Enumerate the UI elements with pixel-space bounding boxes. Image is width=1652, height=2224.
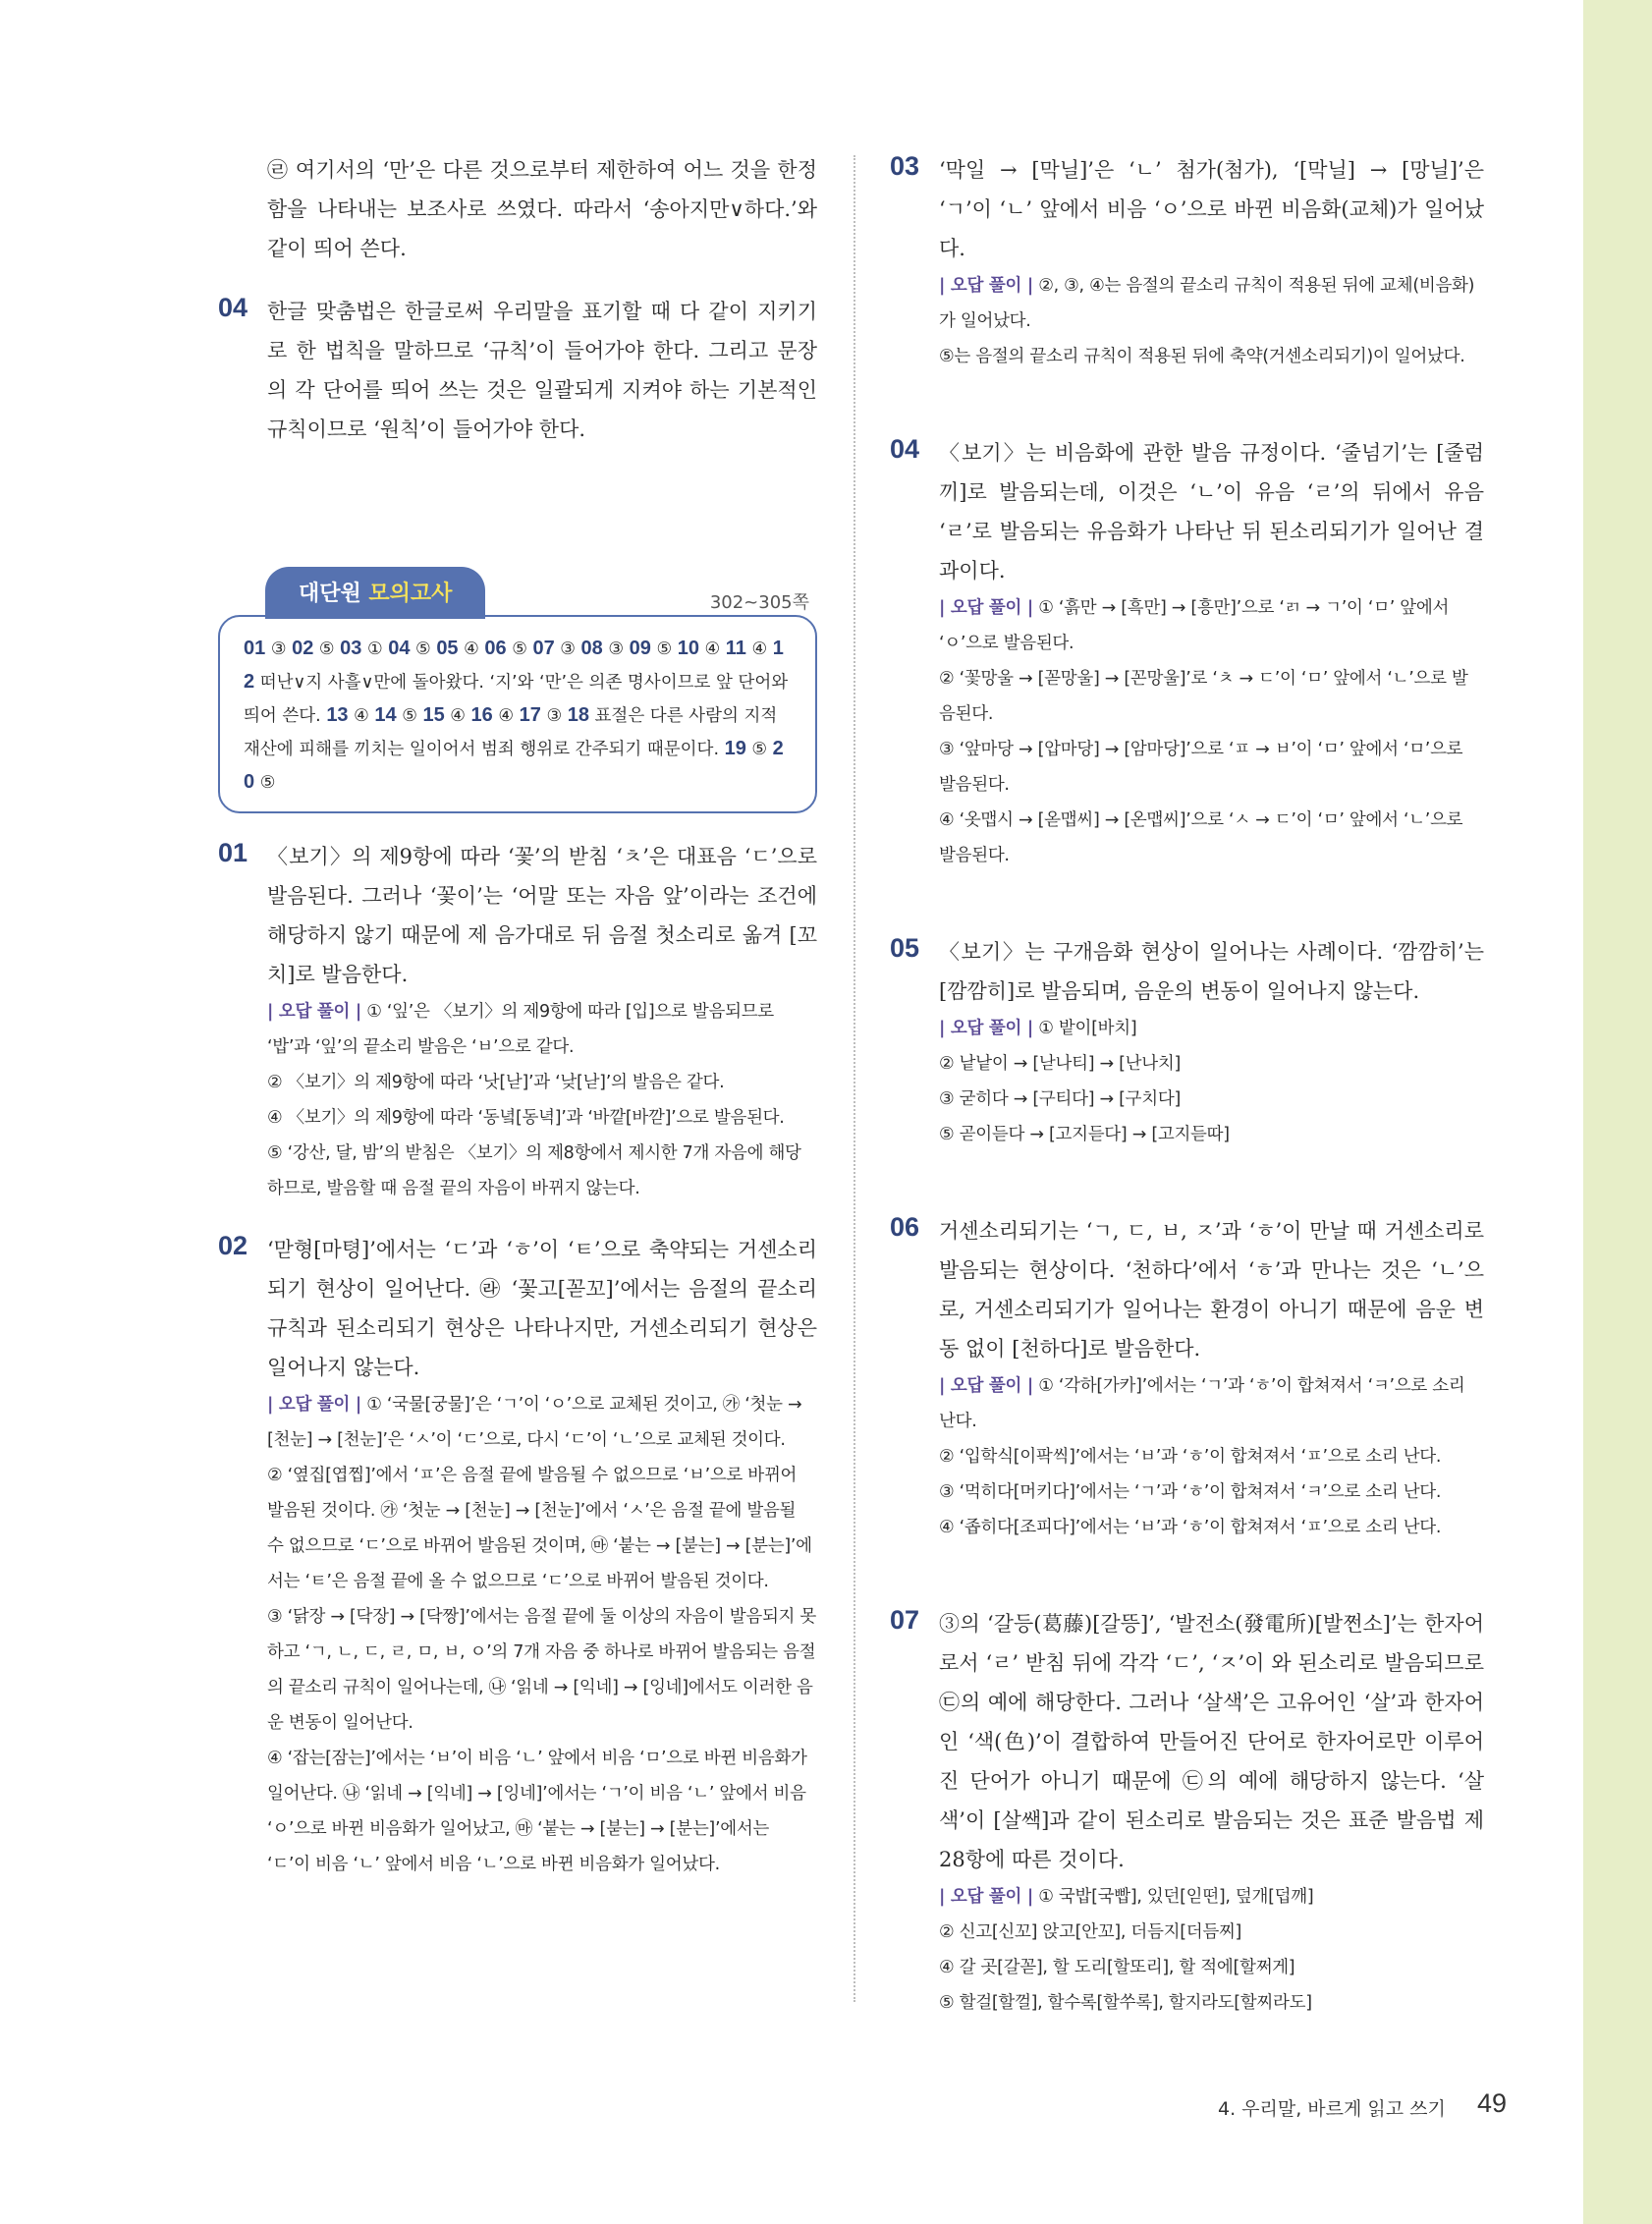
explanation-02 (218, 1230, 817, 1882)
column-divider (854, 155, 855, 2002)
wrong-answer-label: | 오답 풀이 | (939, 1887, 1033, 1907)
explanation-05 (890, 932, 1484, 1152)
continued-explanation (218, 150, 817, 268)
explanation-text: ‘막일 → [막닐]’은 ‘ㄴ’ 첨가(첨가), ‘[막닐] → [망닐]’은 ‘ㄱ’이 ‘ㄴ’ 앞에서 비음 ‘ㅇ’으로 바뀐 비음화(교체)가 일어났다. (939, 158, 1484, 260)
wrong-answer-note: ② 낱낱이 → [낟나티] → [난나치] (939, 1054, 1181, 1074)
wrong-answer-note: ③ ‘닭장 → [닥장] → [닥짱]’에서는 음절 끝에 둘 이상의 자음이 발음되지 못하고 ‘ㄱ, ㄴ, ㄷ, ㄹ, ㅁ, ㅂ, ㅇ’의 7개 자음 중 하나로 바뀌어 발음되는 음절의 끝소리 규칙이 일어나는데, ㉯ ‘읽네 → [익네] → [잉네]에서도 이러한 음운 변동이 일어난다. (267, 1607, 817, 1733)
explanation-text: 한글 맞춤법은 한글로써 우리말을 표기할 때 다 같이 지키기로 한 법칙을 말하므로 ‘규칙’이 들어가야 한다. 그리고 문장의 각 단어를 띄어 쓰는 것은 일괄되게 지켜야 하는 기본적인 규칙이므로 ‘원칙’이 들어가야 한다. (267, 300, 817, 441)
wrong-answer-note: ④ ‘좁히다[조피다]’에서는 ‘ㅂ’과 ‘ㅎ’이 합쳐져서 ‘ㅍ’으로 소리 난다. (939, 1518, 1442, 1537)
page-range: 302~305쪽 (709, 592, 809, 613)
answer-item: 06 ⑤ (484, 638, 533, 659)
answer-item: 05 ④ (436, 638, 485, 659)
question-number: 04 (890, 434, 920, 464)
answer-item: 13 ④ (326, 704, 375, 726)
wrong-answer-note: ② 〈보기〉의 제9항에 따라 ‘낫[낟]’과 ‘낮[낟]’의 발음은 같다. (267, 1073, 725, 1092)
wrong-answer-note: | 오답 풀이 | ① 국밥[국빱], 있던[읻떤], 덮개[덥깨] (939, 1887, 1314, 1907)
wrong-answer-label: | 오답 풀이 | (267, 1395, 361, 1415)
tab-title: 대단원 (299, 582, 369, 606)
answer-item: 08 ③ (580, 638, 630, 659)
answer-item: 07 ③ (532, 638, 581, 659)
wrong-answer-note: ④ ‘잡는[잠는]’에서는 ‘ㅂ’이 비음 ‘ㄴ’ 앞에서 비음 ‘ㅁ’으로 바뀐 비음화가 일어난다. ㉯ ‘읽네 → [익네] → [잉네]’에서는 ‘ㄱ’이 비음 ‘ㄴ’ 앞에서 비음 ‘ㅇ’으로 바뀐 비음화가 일어났고, ㉲ ‘붙는 → [붇는] → [분는]’에서는 ‘ㄷ’이 비음 ‘ㄴ’ 앞에서 비음 ‘ㄴ’으로 바뀐 비음화가 일어났다. (267, 1749, 807, 1874)
answer-item: 02 ⑤ (292, 638, 341, 659)
answer-item: 14 ⑤ (374, 704, 423, 726)
wrong-answer-note: ② ‘옆집[엽찝]’에서 ‘ㅍ’은 음절 끝에 발음될 수 없으므로 ‘ㅂ’으로 바뀌어 발음된 것이다. ㉮ ‘첫눈 → [천눈] → [천눈]’에서 ‘ㅅ’은 음절 끝에 발음될 수 없으므로 ‘ㄷ’으로 바뀌어 발음된 것이며, ㉲ ‘붙는 → [붇는] → [분는]’에서는 ‘ㅌ’은 음절 끝에 올 수 없으므로 ‘ㄷ’으로 바뀌어 발음된 것이다. (267, 1466, 812, 1591)
answer-item: 16 ④ (470, 704, 520, 726)
wrong-answer-note: ⑤ 할걸[할껄], 할수록[할쑤록], 할지라도[할찌라도] (939, 1993, 1312, 2013)
explanation-text: ③의 ‘갈등(葛藤)[갈뜽]’, ‘발전소(發電所)[발쩐소]’는 한자어로서 ‘ㄹ’ 받침 뒤에 각각 ‘ㄷ’, ‘ㅈ’이 와 된소리로 발음되므로 ㉢의 예에 해당한다. 그러나 ‘살색’은 고유어인 ‘살’과 한자어인 ‘색(色)’이 결합하여 만들어진 단어로 한자어로만 이루어진 단어가 아니기 때문에 ㉢의 예에 해당하지 않는다. ‘살색’이 [살쌕]과 같이 된소리로 발음되는 것은 표준 발음법 제28항에 따른 것이다. (939, 1612, 1484, 1871)
explanation-01 (218, 837, 817, 1206)
explanation-03 (890, 150, 1484, 374)
wrong-answer-note: ③ ‘먹히다[머키다]’에서는 ‘ㄱ’과 ‘ㅎ’이 합쳐져서 ‘ㅋ’으로 소리 난다. (939, 1482, 1442, 1502)
wrong-answer-note: | 오답 풀이 | ②, ③, ④는 음절의 끝소리 규칙이 적용된 뒤에 교체(비음화)가 일어났다. (939, 276, 1475, 331)
wrong-answer-label: | 오답 풀이 | (939, 1376, 1033, 1396)
answer-item: 01 ③ (244, 638, 293, 659)
answer-item: 19 ⑤ (724, 738, 773, 759)
right-column (890, 150, 1484, 2021)
answer-item: 12 떠난∨지 사흘∨만에 돌아왔다. ‘지’와 ‘만’은 의존 명사이므로 앞 단어와 띄어 쓴다. (244, 638, 789, 726)
wrong-answer-note: ⑤는 음절의 끝소리 규칙이 적용된 뒤에 축약(거센소리되기)이 일어났다. (939, 347, 1465, 366)
explanation-text: 〈보기〉는 구개음화 현상이 일어나는 사례이다. ‘깜깜히’는 [깜깜히]로 발음되며, 음운의 변동이 일어나지 않는다. (939, 940, 1484, 1003)
answer-key-box (218, 567, 817, 813)
wrong-answer-note: | 오답 풀이 | ① ‘잎’은 〈보기〉의 제9항에 따라 [입]으로 발음되므로 ‘밥’과 ‘잎’의 끝소리 발음은 ‘ㅂ’으로 같다. (267, 1002, 774, 1057)
wrong-answer-note: ③ ‘앞마당 → [압마당] → [암마당]’으로 ‘ㅍ → ㅂ’이 ‘ㅁ’ 앞에서 ‘ㅁ’으로 발음된다. (939, 740, 1463, 795)
wrong-answer-label: | 오답 풀이 | (939, 276, 1033, 296)
wrong-answer-note: | 오답 풀이 | ① 밭이[바치] (939, 1019, 1137, 1038)
explanation-06 (890, 1211, 1484, 1545)
wrong-answer-note: ③ 굳히다 → [구티다] → [구치다] (939, 1089, 1181, 1109)
wrong-answer-note: ② ‘꽃망울 → [꼳망울] → [꼰망울]’로 ‘ㅊ → ㄷ’이 ‘ㅁ’ 앞에서 ‘ㄴ’으로 발음된다. (939, 669, 1468, 724)
question-number: 01 (218, 838, 248, 867)
question-number: 05 (890, 933, 920, 963)
answer-item: 17 ③ (519, 704, 568, 726)
answer-key-content (218, 615, 817, 813)
wrong-answer-label: | 오답 풀이 | (939, 598, 1033, 618)
question-number: 06 (890, 1212, 920, 1242)
wrong-answer-note: ④ ‘옷맵시 → [옫맵씨] → [온맵씨]’으로 ‘ㅅ → ㄷ’이 ‘ㅁ’ 앞에서 ‘ㄴ’으로 발음된다. (939, 810, 1463, 865)
tab-highlight: 모의고사 (368, 582, 453, 606)
explanation-text: 거센소리되기는 ‘ㄱ, ㄷ, ㅂ, ㅈ’과 ‘ㅎ’이 만날 때 거센소리로 발음되는 현상이다. ‘천하다’에서 ‘ㅎ’과 만나는 것은 ‘ㄴ’으로, 거센소리되기가 일어나는 환경이 아니기 때문에 음운 변동 없이 [천하다]로 발음한다. (939, 1219, 1484, 1361)
question-number: 03 (890, 151, 920, 181)
answer-item: 11 ④ (725, 638, 773, 659)
answer-key-tab (265, 567, 485, 619)
page-number: 49 (1477, 2088, 1508, 2118)
question-number: 02 (218, 1231, 248, 1260)
answer-item: 20 ⑤ (244, 738, 784, 793)
wrong-answer-note: | 오답 풀이 | ① ‘국물[궁물]’은 ‘ㄱ’이 ‘ㅇ’으로 교체된 것이고, ㉮ ‘첫눈 → [천눈] → [천눈]’은 ‘ㅅ’이 ‘ㄷ’으로, 다시 ‘ㄷ’이 ‘ㄴ’으로 교체된 것이다. (267, 1395, 802, 1450)
left-column (218, 150, 817, 1882)
wrong-answer-note: | 오답 풀이 | ① ‘흙만 → [흑만] → [흥만]’으로 ‘ㄺ → ㄱ’이 ‘ㅁ’ 앞에서 ‘ㅇ’으로 발음된다. (939, 598, 1450, 653)
wrong-answer-note: ⑤ 곧이듣다 → [고지듣다] → [고지듣따] (939, 1125, 1230, 1144)
wrong-answer-note: | 오답 풀이 | ① ‘각하[가카]’에서는 ‘ㄱ’과 ‘ㅎ’이 합쳐져서 ‘ㅋ’으로 소리 난다. (939, 1376, 1465, 1431)
answer-item: 04 ⑤ (388, 638, 437, 659)
wrong-answer-label: | 오답 풀이 | (939, 1019, 1033, 1038)
explanation-text: ‘맏형[마텽]’에서는 ‘ㄷ’과 ‘ㅎ’이 ‘ㅌ’으로 축약되는 거센소리되기 현상이 일어난다. ㉱ ‘꽃고[꼳꼬]’에서는 음절의 끝소리 규칙과 된소리되기 현상은 나타나지만, 거센소리되기 현상은 일어나지 않는다. (267, 1238, 817, 1379)
wrong-answer-note: ④ 갈 곳[갈꼳], 할 도리[할또리], 할 적에[할쩌게] (939, 1958, 1295, 1977)
side-color-strip (1583, 0, 1652, 2224)
question-number: 07 (890, 1605, 920, 1635)
answer-item: 18 표절은 다른 사람의 지적 재산에 피해를 끼치는 일이어서 범죄 행위로 간주되기 때문이다. (244, 704, 778, 759)
wrong-answer-note: ④ 〈보기〉의 제9항에 따라 ‘동녘[동녁]’과 ‘바깥[바깓]’으로 발음된다. (267, 1108, 785, 1128)
question-number: 04 (218, 293, 248, 322)
explanation-text: 〈보기〉는 비음화에 관한 발음 규정이다. ‘줄넘기’는 [줄럼끼]로 발음되는데, 이것은 ‘ㄴ’이 유음 ‘ㄹ’의 뒤에서 유음 ‘ㄹ’로 발음되는 유음화가 나타난 뒤 된소리되기가 일어난 결과이다. (939, 441, 1484, 583)
wrong-answer-label: | 오답 풀이 | (267, 1002, 361, 1022)
chapter-title: 4. 우리말, 바르게 읽고 쓰기 (1218, 2098, 1446, 2120)
wrong-answer-note: ⑤ ‘강산, 달, 밤’의 받침은 〈보기〉의 제8항에서 제시한 7개 자음에 해당하므로, 발음할 때 음절 끝의 자음이 바뀌지 않는다. (267, 1143, 801, 1198)
explanation-07 (890, 1604, 1484, 2021)
explanation-text: 〈보기〉의 제9항에 따라 ‘꽃’의 받침 ‘ㅊ’은 대표음 ‘ㄷ’으로 발음된다. 그러나 ‘꽃이’는 ‘어말 또는 자음 앞’이라는 조건에 해당하지 않기 때문에 제 음가대로 뒤 음절 첫소리로 옮겨 [꼬치]로 발음한다. (267, 845, 817, 986)
explanation-04 (218, 292, 817, 449)
wrong-answer-note: ② 신고[신꼬] 앉고[안꼬], 더듬지[더듬찌] (939, 1922, 1242, 1942)
explanation-04-right (890, 433, 1484, 873)
wrong-answer-note: ② ‘입학식[이팍씩]’에서는 ‘ㅂ’과 ‘ㅎ’이 합쳐져서 ‘ㅍ’으로 소리 난다. (939, 1447, 1442, 1467)
answer-item: 15 ④ (422, 704, 471, 726)
answer-item: 10 ④ (677, 638, 726, 659)
answer-item: 09 ⑤ (629, 638, 678, 659)
continued-text: ㉣ 여기서의 ‘만’은 다른 것으로부터 제한하여 어느 것을 한정함을 나타내는 보조사로 쓰였다. 따라서 ‘송아지만∨하다.’와 같이 띄어 쓴다. (267, 158, 817, 260)
answer-item: 03 ① (340, 638, 389, 659)
